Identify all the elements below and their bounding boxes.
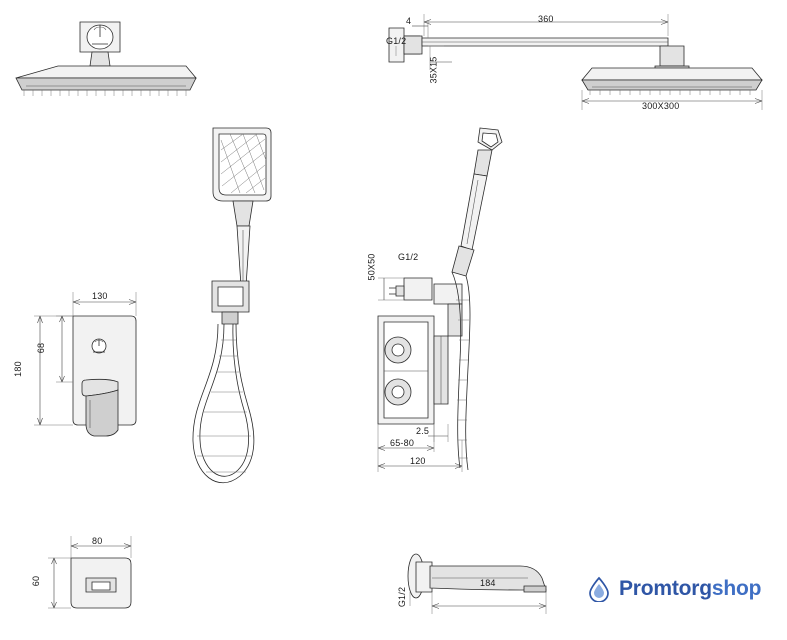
dim-outlet-height: 60 [31,575,42,587]
dim-mixer-height: 180 [12,361,23,377]
hand-shower-side-view [452,128,502,276]
droplet-logo-icon [586,576,612,602]
dim-arm-thickness: 4 [406,16,412,26]
dim-valve-width: 120 [410,456,426,466]
dim-arm-profile: 35X15 [428,56,439,84]
brand-name [619,577,761,601]
wall-outlet-view [48,536,131,608]
overhead-shower-top-left-view [16,22,196,96]
concealed-mixer-front-view [34,292,136,436]
shower-arm-elevation-view [389,14,762,110]
dim-valve-thread: G1/2 [398,252,419,262]
bath-spout-view [408,554,546,614]
dim-arm-thread: G1/2 [386,36,407,46]
dim-mixer-width: 130 [92,291,108,301]
dim-spout-thread: G1/2 [397,586,408,608]
dim-arm-length: 360 [538,14,554,24]
dim-valve-wall-range: 65-80 [390,438,415,448]
dim-valve-depth-min: 2.5 [416,426,430,436]
dim-outlet-width: 80 [92,536,103,546]
dim-mixer-plate-height: 68 [36,342,47,354]
dim-valve-body-square: 50X50 [366,253,377,281]
brand-logo [586,576,761,602]
brand-name-secondary: shop [711,577,762,600]
brand-name-primary: Promtorg [619,577,712,600]
dim-spout-length: 184 [480,578,496,588]
hand-shower-hose-view [193,128,271,483]
dim-head-size: 300X300 [642,101,680,111]
